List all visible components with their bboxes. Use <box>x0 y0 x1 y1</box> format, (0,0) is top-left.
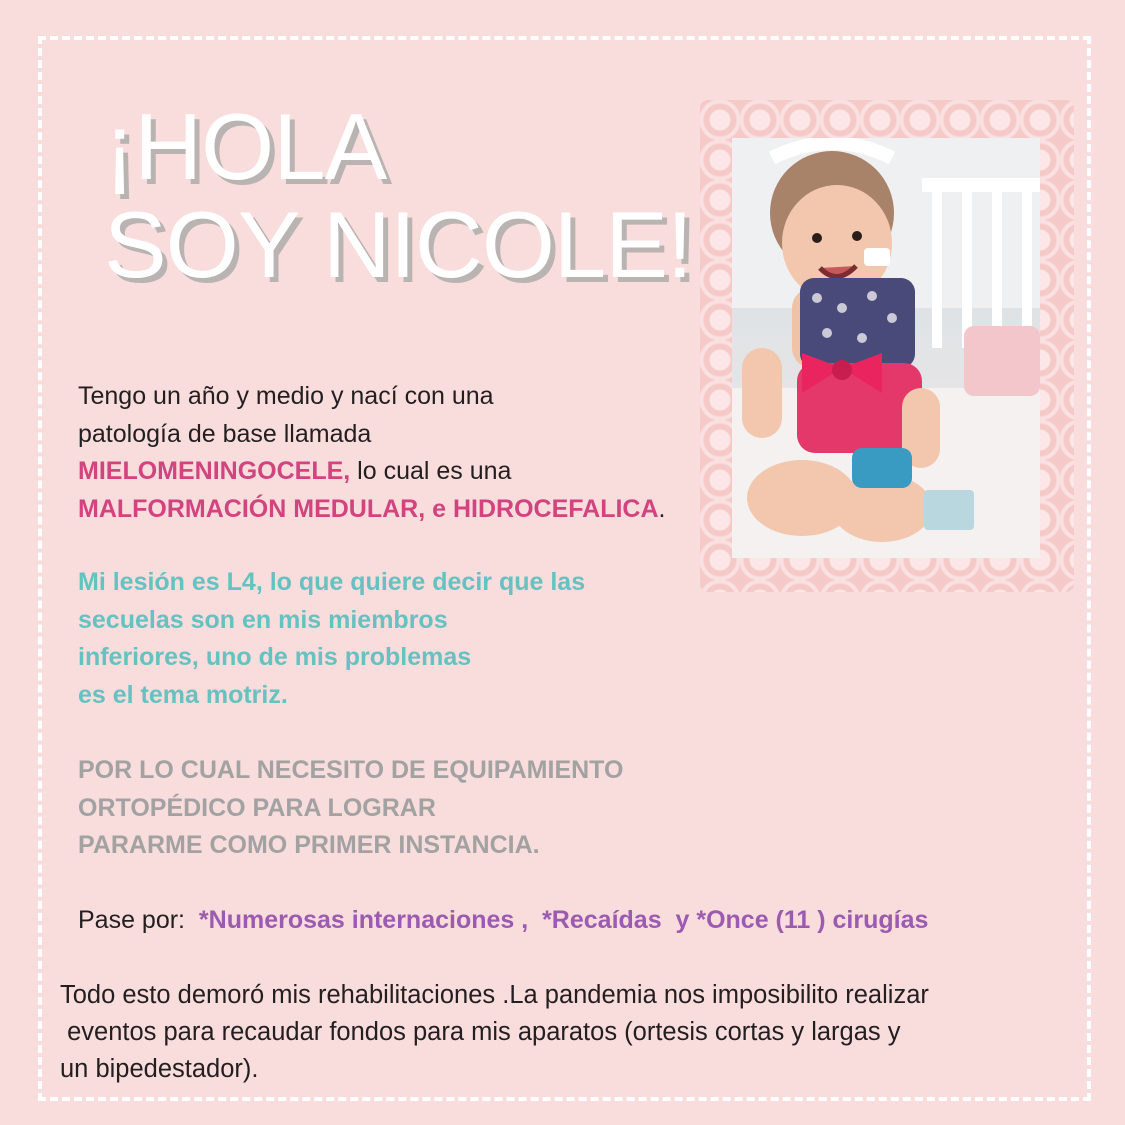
closing-line-3: un bipedestador). <box>60 1055 259 1083</box>
lesion-paragraph <box>78 564 585 714</box>
lesion-line-1: Mi lesión es L4, lo que quiere decir que las <box>78 568 586 596</box>
headline-line-1: ¡HOLA <box>104 94 387 199</box>
history-label: Pase por: <box>78 906 199 934</box>
closing-paragraph <box>60 977 929 1088</box>
need-line-2: ORTOPÉDICO PARA LOGRAR <box>78 793 436 822</box>
headline-line-2: SOY NICOLE! <box>104 192 693 297</box>
lesion-line-3: inferiores, uno de mis problemas <box>78 643 472 671</box>
lesion-line-4: es el tema motriz. <box>78 680 288 709</box>
diagnosis-highlight: MIELOMENINGOCELE, <box>78 457 351 485</box>
intro-line-1: Tengo un año y medio y nací con una <box>78 382 494 410</box>
intro-line-4 <box>78 491 665 529</box>
intro-line-3 <box>78 453 665 491</box>
intro-line-3-rest: lo cual es una <box>350 457 512 485</box>
intro-paragraph <box>78 378 665 528</box>
lesion-line-2: secuelas son en mis miembros <box>78 605 448 634</box>
malformation-highlight: MALFORMACIÓN MEDULAR, e HIDROCEFALICA <box>78 494 659 523</box>
baby-photo <box>732 138 1040 558</box>
headline <box>104 94 693 297</box>
need-paragraph <box>78 752 623 865</box>
history-items: *Numerosas internaciones , *Recaídas y *Once (11 ) cirugías <box>198 906 929 934</box>
need-line-3: PARARME COMO PRIMER INSTANCIA. <box>78 831 540 859</box>
intro-line-2: patología de base llamada <box>78 419 372 448</box>
need-line-1: POR LO CUAL NECESITO DE EQUIPAMIENTO <box>78 756 624 784</box>
intro-line-4-end: . <box>658 494 666 523</box>
history-line <box>78 902 928 940</box>
closing-line-1: Todo esto demoró mis rehabilitaciones .La pandemia nos imposibilito realizar <box>60 981 929 1009</box>
closing-line-2: eventos para recaudar fondos para mis aparatos (ortesis cortas y largas y <box>60 1018 901 1046</box>
